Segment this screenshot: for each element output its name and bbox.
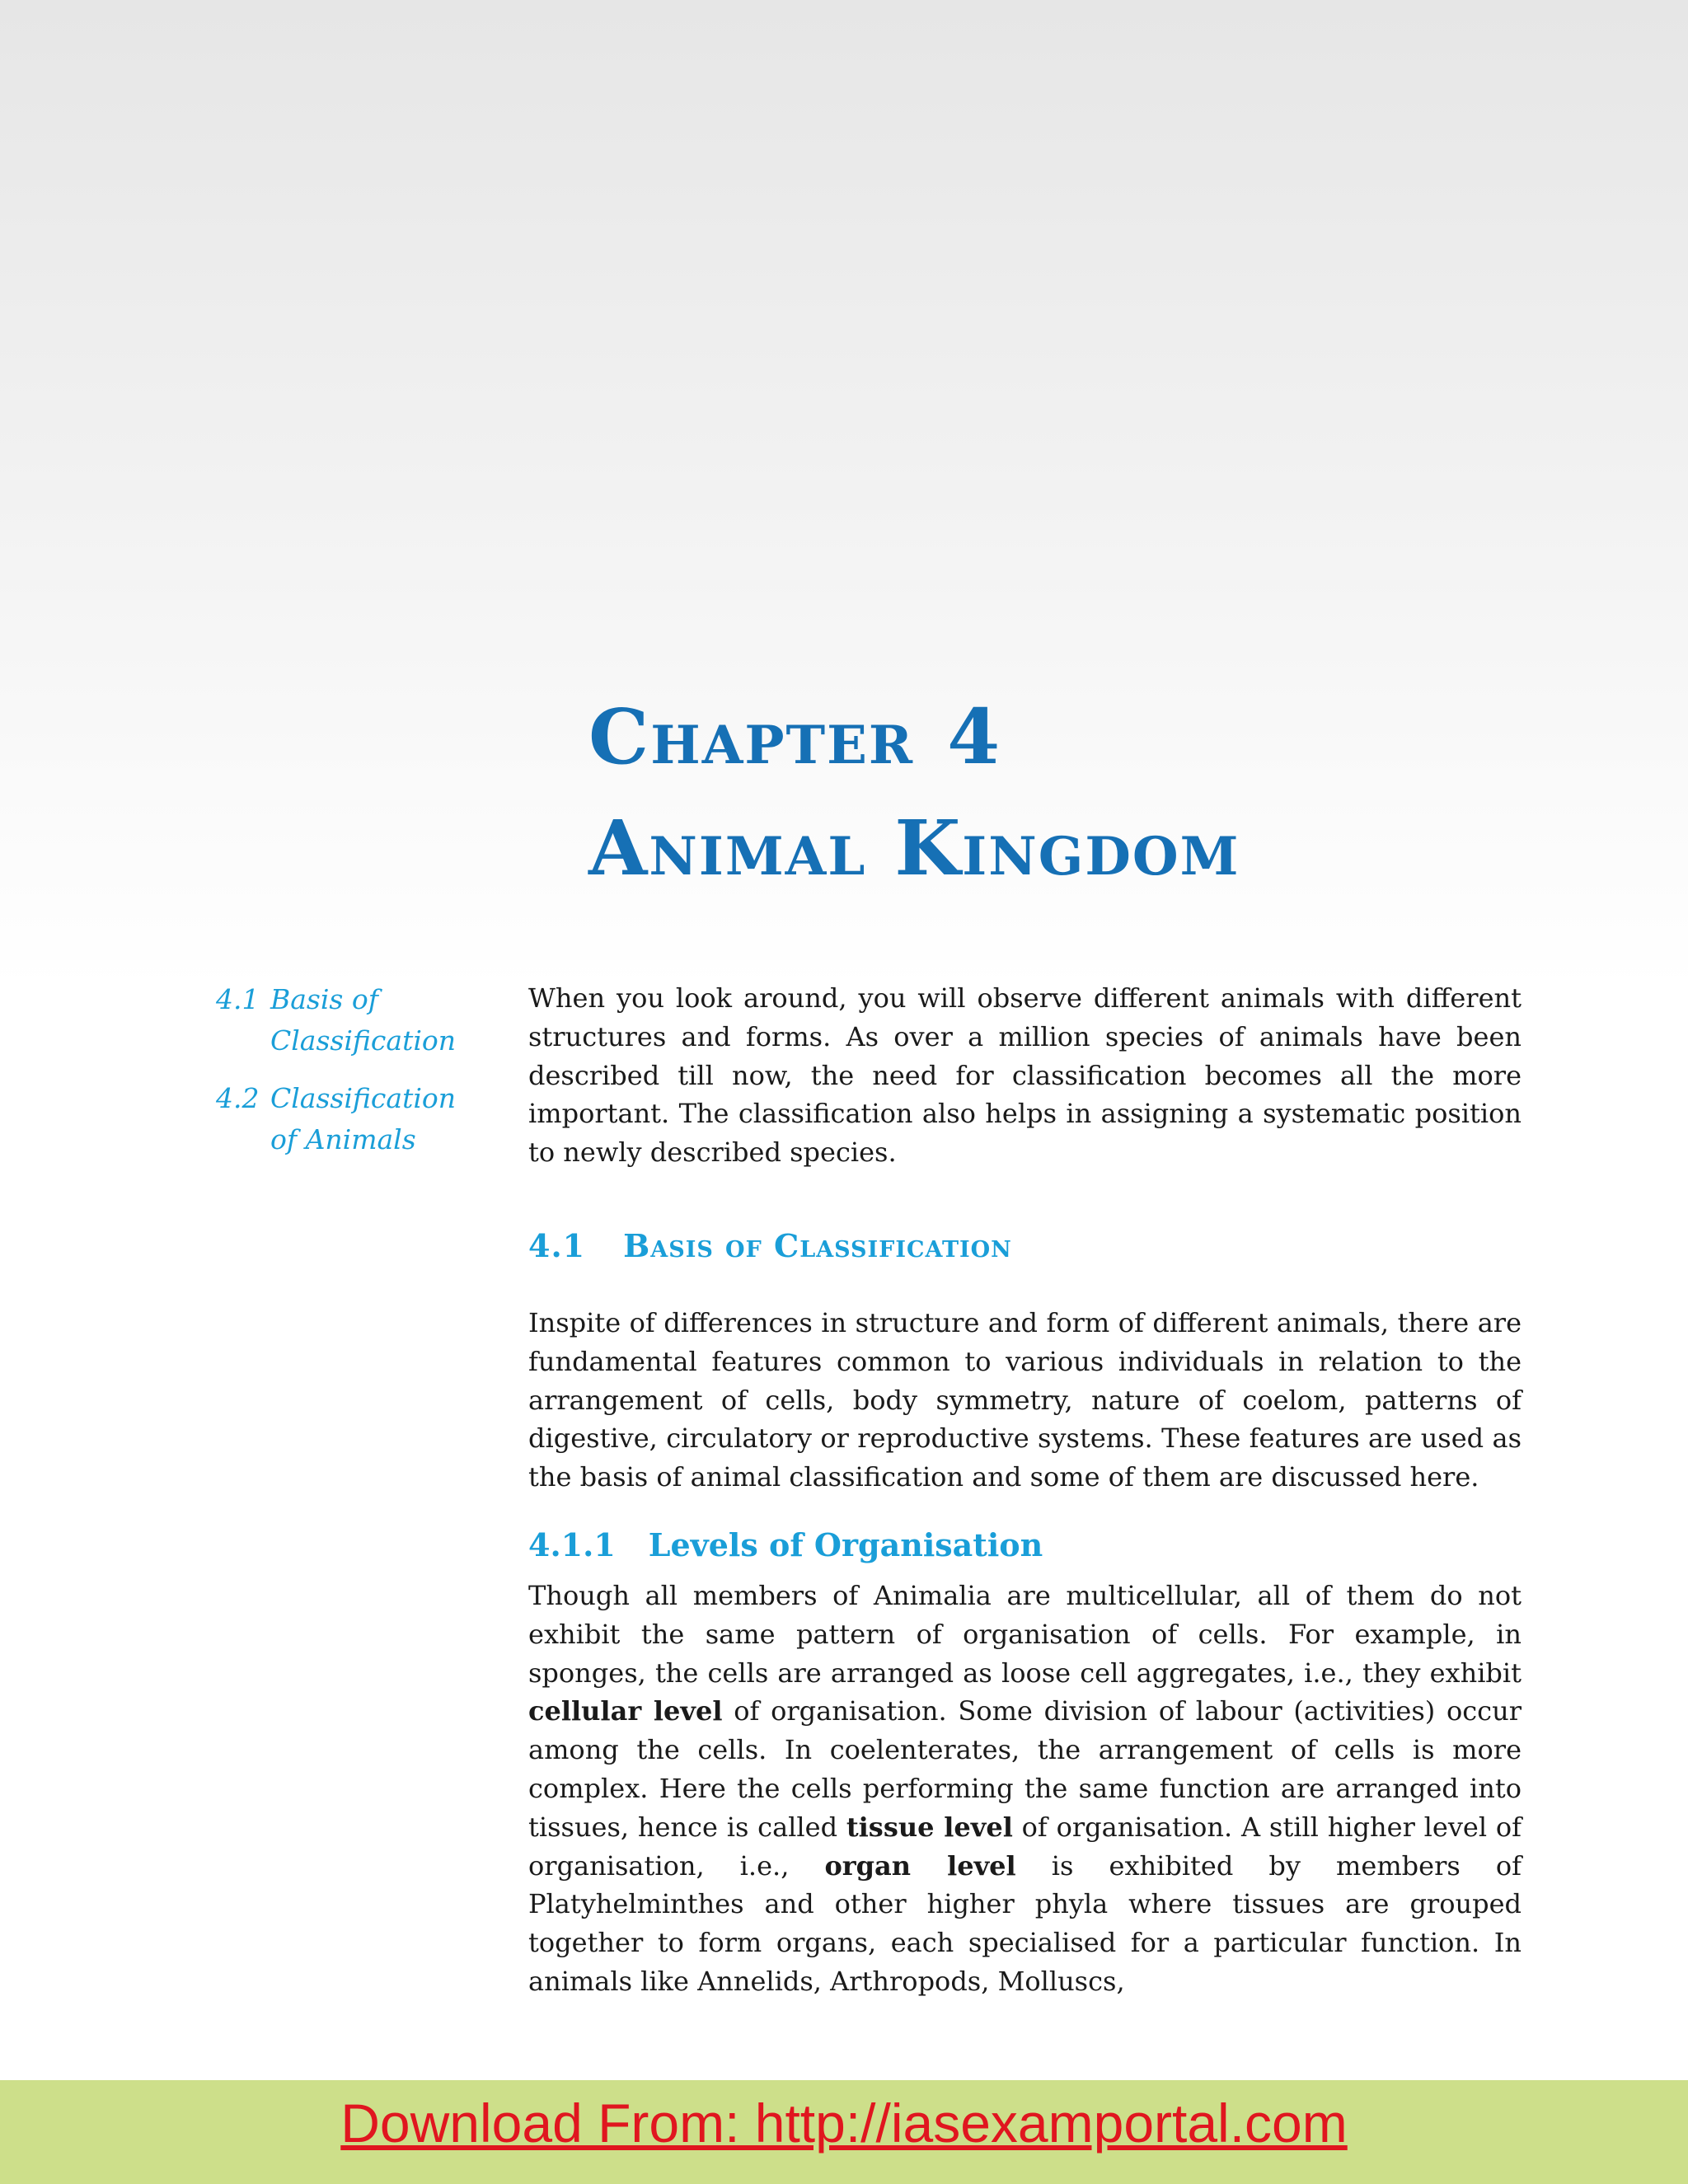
toc-number: 4.1 (216, 983, 260, 1015)
chapter-word: Chapter (588, 692, 915, 781)
toc-label: Classification of Animals (270, 1082, 457, 1155)
chapter-contents (216, 979, 488, 1177)
toc-label: Basis of Classification (270, 983, 457, 1057)
text-run: is exhibited by members of Platyhelminthes and other higher phyla where tissues are grouped together to form organs, each specialised for a particular function. In animals like Annelids, Arthropods, Molluscs, (528, 1849, 1522, 1997)
term-tissue-level: tissue level (846, 1811, 1013, 1843)
term-organ-level: organ level (824, 1849, 1016, 1882)
text-run: Though all members of Animalia are multicellular, all of them do not exhibit the same pattern of organisation of cells. For example, in sponges, the cells are arranged as loose cell aggregates, i.e., they exhibit (528, 1579, 1522, 1689)
subsection-number: 4.1.1 (528, 1526, 616, 1563)
section-paragraph: Inspite of differences in structure and form of different animals, there are fundamental features common to various individuals in relation to the arrangement of cells, body symmetry, nature of coelom, patterns of digestive, circulatory or reproductive systems. These features are used as the basis of animal classification and some of them are discussed here. (528, 1306, 1522, 1493)
toc-item (216, 1078, 488, 1160)
text-run: of organisation. A still higher level of organisation, i.e., (528, 1811, 1522, 1882)
intro-paragraph: When you look around, you will observe different animals with different structures and forms. As over a million species of animals have been described till now, the need for classification becomes all the more important. The classification also helps in assigning a systematic position to newly described species. (528, 982, 1522, 1169)
toc-number: 4.2 (216, 1082, 260, 1114)
chapter-label (588, 692, 1001, 781)
section-heading (528, 1227, 1522, 1264)
chapter-number: 4 (947, 692, 1002, 781)
download-link[interactable]: Download From: http://iasexamportal.com (340, 2093, 1348, 2154)
section-title: Basis of Classification (623, 1226, 1012, 1264)
chapter-body (528, 979, 1522, 2001)
subsection-paragraph (528, 1577, 1522, 2001)
section-number: 4.1 (528, 1226, 586, 1264)
subsection-heading (528, 1526, 1522, 1563)
toc-item (216, 979, 488, 1062)
chapter-title: Animal Kingdom (588, 804, 1240, 893)
subsection-title: Levels of Organisation (648, 1526, 1043, 1563)
download-banner (0, 2080, 1688, 2184)
term-cellular-level: cellular level (528, 1695, 723, 1727)
text-run: of organisation. Some division of labour (activities) occur among the cells. In coelenterates, the arrangement of cells is more complex. Here the cells performing the same function are arranged into tissues, hence is called (528, 1695, 1522, 1843)
